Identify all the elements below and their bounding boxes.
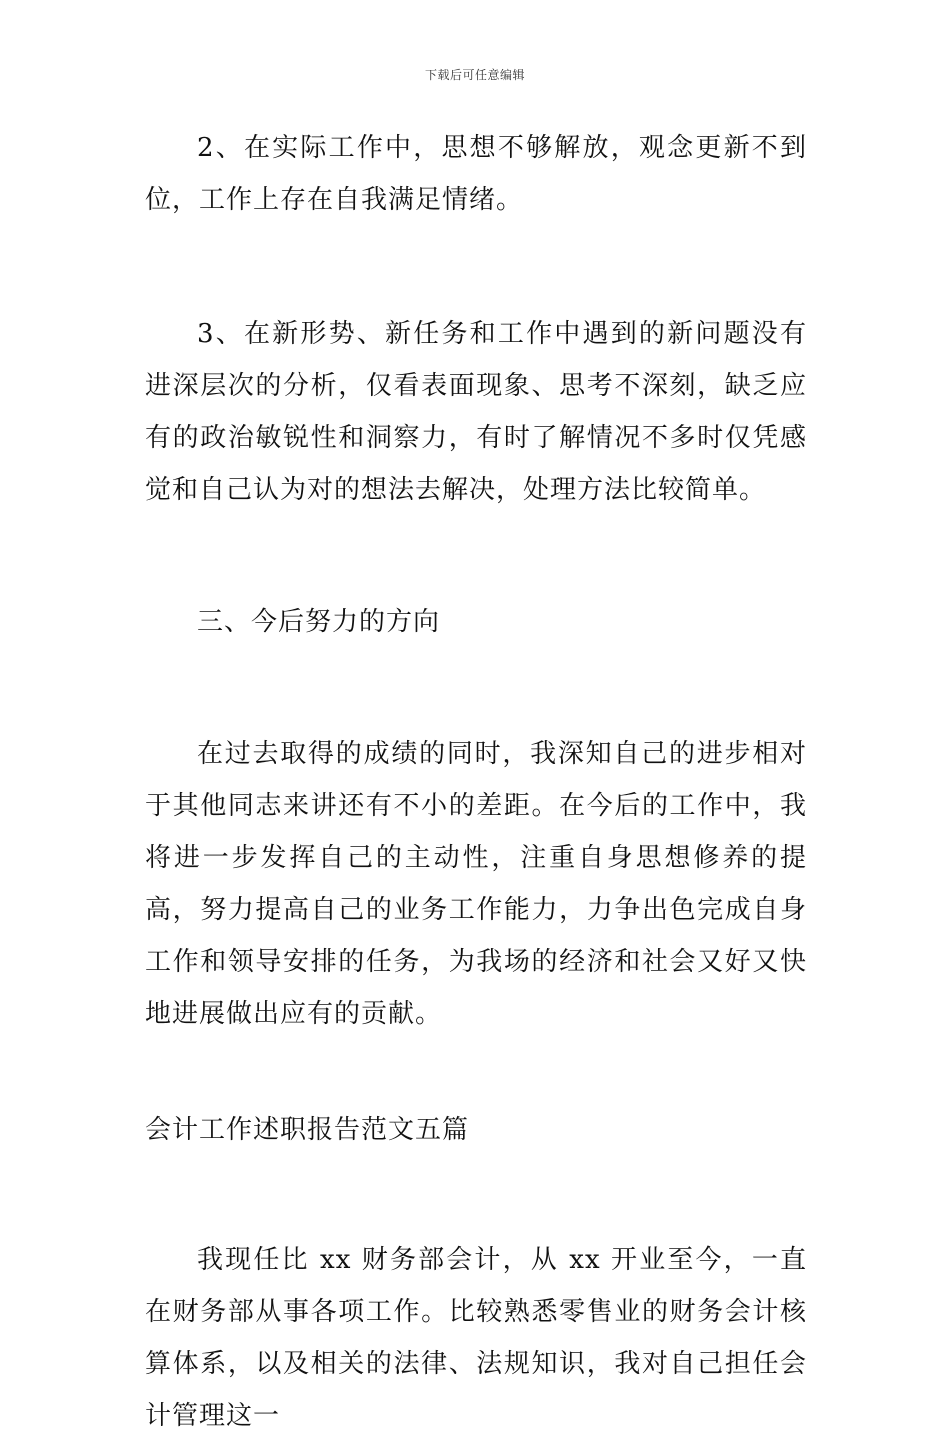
document-body [145, 122, 807, 1442]
paragraph-item-3: 3、在新形势、新任务和工作中遇到的新问题没有进深层次的分析，仅看表面现象、思考不深刻，缺乏应有的政治敏锐性和洞察力，有时了解情况不多时仅凭感觉和自己认为对的想法去解决，处理方法比较简单。 [145, 319, 807, 505]
paragraph-future-plan: 在过去取得的成绩的同时，我深知自己的进步相对于其他同志来讲还有不小的差距。在今后的工作中，我将进一步发挥自己的主动性，注重自身思想修养的提高，努力提高自己的业务工作能力，力争出色完成自身工作和领导安排的任务，为我场的经济和社会又好又快地进展做出应有的贡献。 [145, 739, 807, 1029]
paragraph-item-2: 2、在实际工作中，思想不够解放，观念更新不到位，工作上存在自我满足情绪。 [145, 133, 807, 215]
paragraph-intro: 我现任比 xx 财务部会计，从 xx 开业至今，一直在财务部从事各项工作。比较熟悉零售业的财务会计核算体系，以及相关的法律、法规知识，我对自己担任会计管理这一 [145, 1245, 807, 1431]
page-header: 下载后可任意编辑 [424, 68, 525, 82]
section-heading-future-direction: 三、今后努力的方向 [197, 607, 441, 637]
document-title: 会计工作述职报告范文五篇 [145, 1115, 470, 1145]
